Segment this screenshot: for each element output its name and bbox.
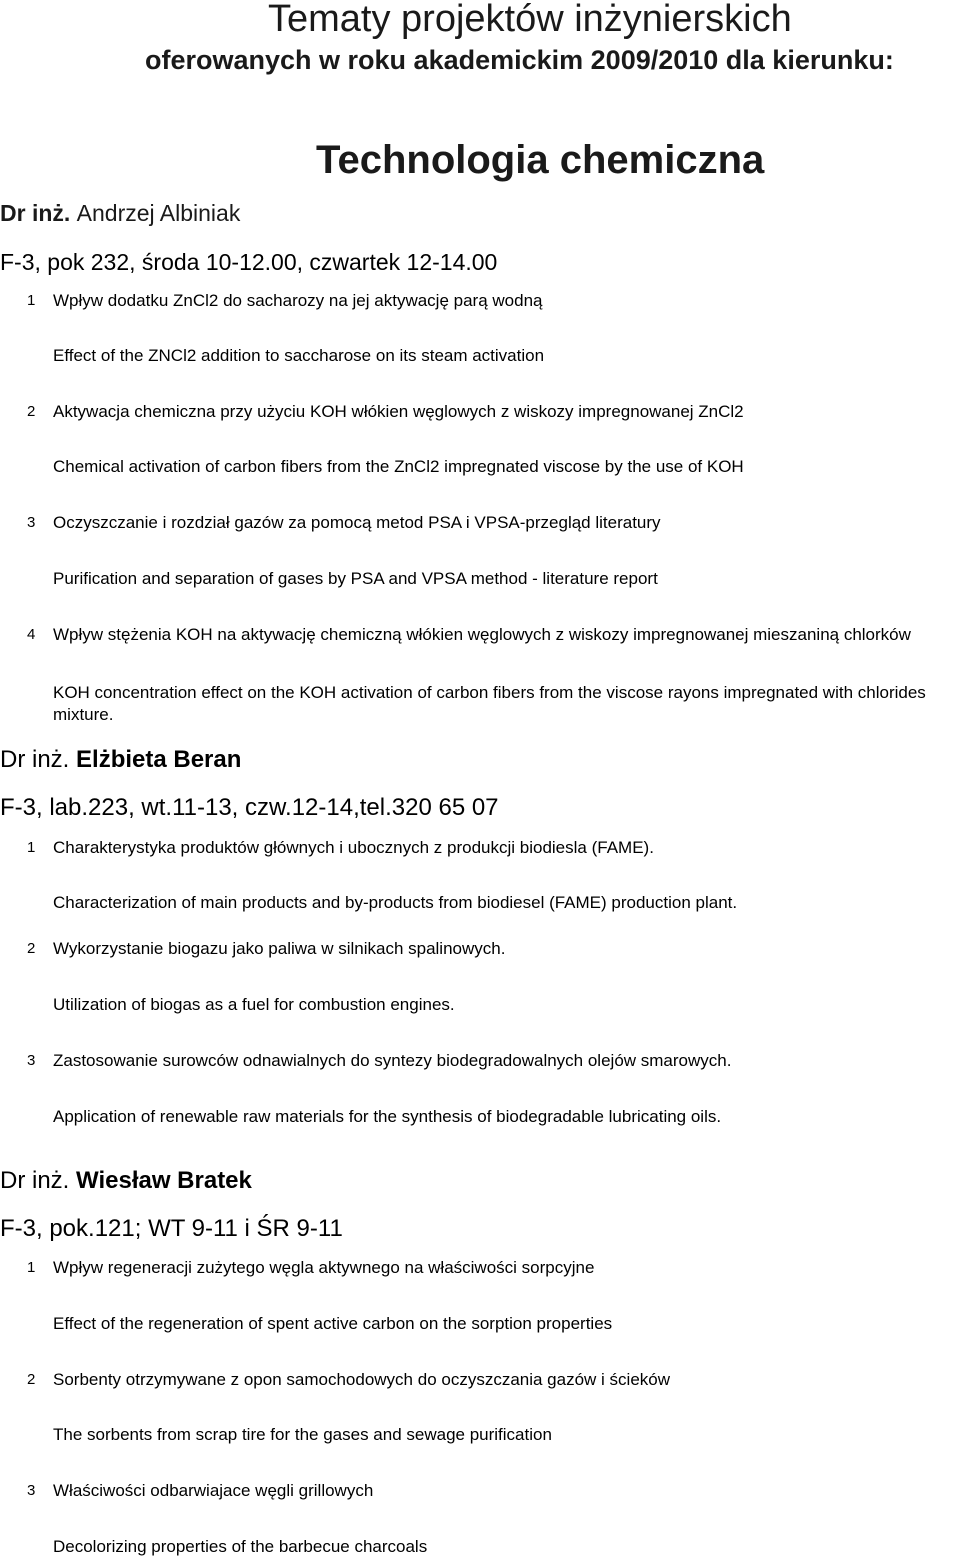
topic-title-en: The sorbents from scrap tire for the gases and sewage purification <box>53 1425 552 1444</box>
topic-number: 2 <box>27 940 36 957</box>
topic-title-pl: Zastosowanie surowców odnawialnych do syntezy biodegradowalnych olejów smarowych. <box>53 1051 732 1070</box>
topic-title-en: Effect of the ZNCl2 addition to saccharose on its steam activation <box>53 346 545 365</box>
topic-title-pl: Wpływ regeneracji zużytego węgla aktywnego na właściwości sorpcyjne <box>53 1258 595 1277</box>
topic-title-en: Application of renewable raw materials for the synthesis of biodegradable lubricating oils. <box>53 1107 722 1126</box>
supervisor-name-text: Andrzej Albiniak <box>76 200 241 226</box>
supervisor-prefix: Dr inż. <box>0 200 71 226</box>
topic-title-en: Chemical activation of carbon fibers from the ZnCl2 impregnated viscose by the use of KOH <box>53 457 744 476</box>
supervisor-name <box>0 745 241 775</box>
topic-number: 1 <box>27 292 36 309</box>
page-subtitle: oferowanych w roku akademickim 2009/2010 dla kierunku: <box>145 45 894 75</box>
topic-title-en: Utilization of biogas as a fuel for combustion engines. <box>53 995 455 1014</box>
topic-number: 2 <box>27 1371 36 1388</box>
supervisor-office: F-3, pok.121; WT 9-11 i ŚR 9-11 <box>0 1215 343 1242</box>
topic-title-pl: Charakterystyka produktów głównych i ubocznych z produkcji biodiesla (FAME). <box>53 838 654 857</box>
topic-title-en: KOH concentration effect on the KOH activation of carbon fibers from the viscose rayons impregnated with chlorides mixture. <box>53 683 926 724</box>
topic-number: 1 <box>27 1259 36 1276</box>
topic-title-pl: Wpływ dodatku ZnCl2 do sacharozy na jej aktywację parą wodną <box>53 291 543 310</box>
supervisor-name <box>0 198 240 228</box>
topic-number: 2 <box>27 403 36 420</box>
supervisor-name-text: Elżbieta Beran <box>76 746 242 773</box>
field-of-study: Technologia chemiczna <box>316 138 765 182</box>
supervisor-office: F-3, lab.223, wt.11-13, czw.12-14,tel.320 65 07 <box>0 794 499 821</box>
topic-number: 3 <box>27 514 36 531</box>
topic-number: 3 <box>27 1052 36 1069</box>
topic-number: 1 <box>27 839 36 856</box>
topic-title-en: Characterization of main products and by-products from biodiesel (FAME) production plant. <box>53 893 738 912</box>
topic-number: 4 <box>27 626 36 643</box>
supervisor-office: F-3, pok 232, środa 10-12.00, czwartek 12-14.00 <box>0 249 498 275</box>
supervisor-prefix: Dr inż. <box>0 1167 70 1194</box>
topic-title-pl: Oczyszczanie i rozdział gazów za pomocą metod PSA i VPSA-przegląd literatury <box>53 513 661 532</box>
topic-title-pl: Wpływ stężenia KOH na aktywację chemiczną włókien węglowych z wiskozy impregnowanej mieszaniną chlorków <box>53 625 911 644</box>
supervisor-name <box>0 1166 252 1196</box>
page-title: Tematy projektów inżynierskich <box>268 0 792 40</box>
topic-number: 3 <box>27 1482 36 1499</box>
topic-title-pl: Wykorzystanie biogazu jako paliwa w silnikach spalinowych. <box>53 939 506 958</box>
topic-title-pl: Właściwości odbarwiajace węgli grillowych <box>53 1481 374 1500</box>
supervisor-name-text: Wiesław Bratek <box>76 1167 252 1194</box>
supervisor-prefix: Dr inż. <box>0 746 70 773</box>
topic-title-en: Purification and separation of gases by PSA and VPSA method - literature report <box>53 569 658 588</box>
topic-title-pl: Aktywacja chemiczna przy użyciu KOH włókien węglowych z wiskozy impregnowanej ZnCl2 <box>53 402 744 421</box>
topic-title-en: Effect of the regeneration of spent active carbon on the sorption properties <box>53 1314 613 1333</box>
topic-title-en: Decolorizing properties of the barbecue charcoals <box>53 1537 428 1556</box>
topic-title-pl: Sorbenty otrzymywane z opon samochodowych do oczyszczania gazów i ścieków <box>53 1370 671 1389</box>
